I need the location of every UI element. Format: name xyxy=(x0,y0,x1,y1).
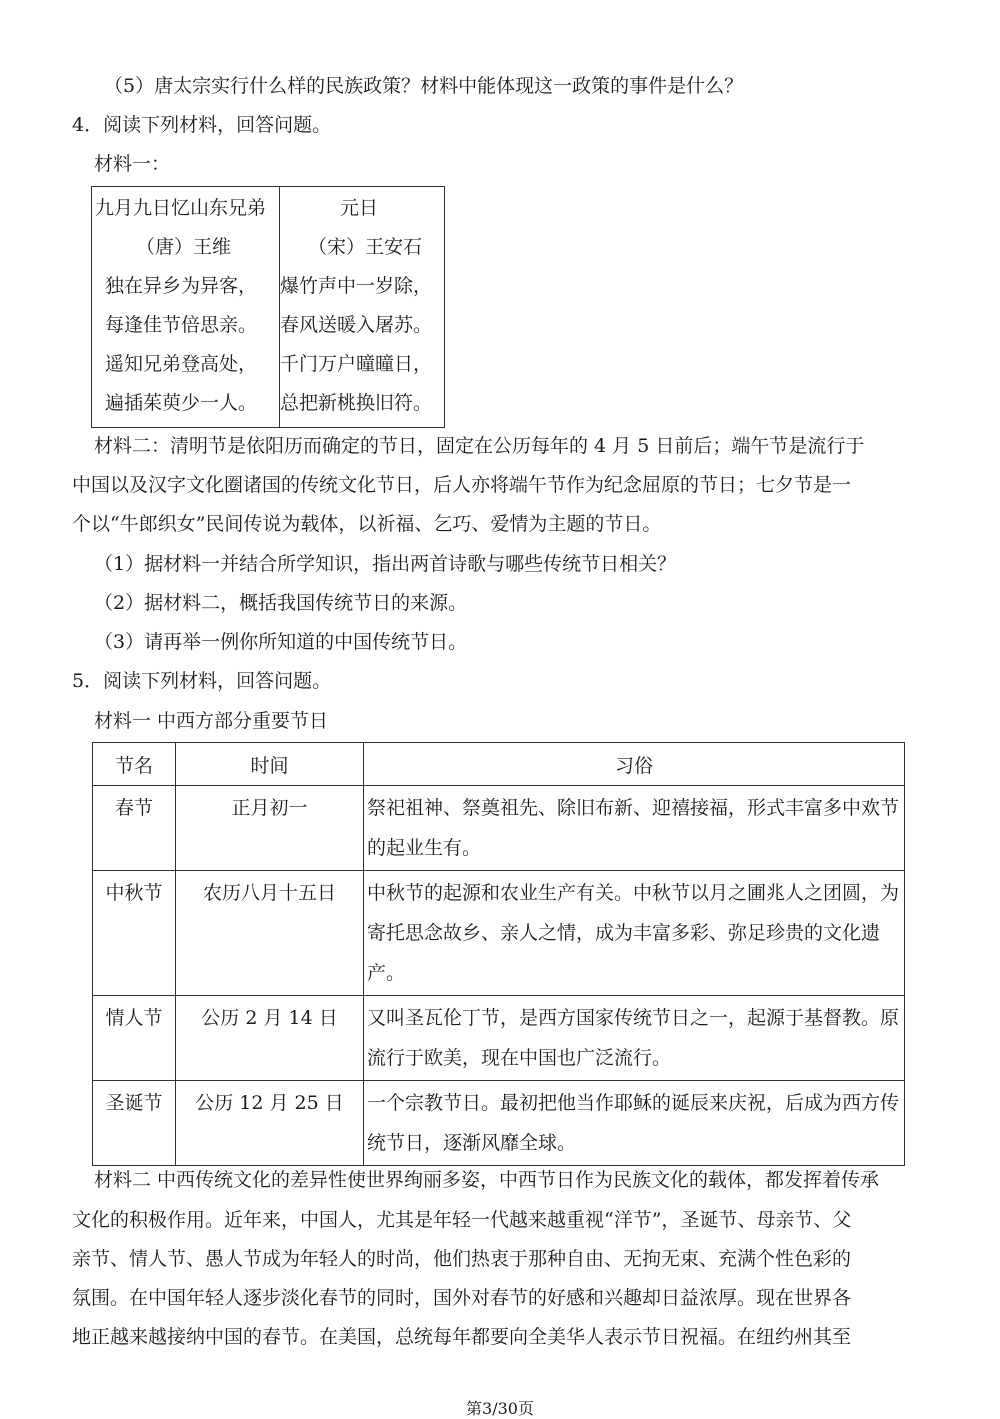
table-row xyxy=(93,1081,905,1166)
q5-material-2-line-3: 亲节、情人节、愚人节成为年轻人的时尚，他们热衷于那种自由、无拘无束、充满个性色彩的 xyxy=(72,1248,852,1270)
page-number: 第3/30页 xyxy=(466,1399,534,1418)
q4-material-2-line-2: 中国以及汉字文化圈诸国的传统文化节日，后人亦将端午节作为纪念屈原的节日；七夕节是一 xyxy=(72,474,852,496)
poem-1-line-2: 每逢佳节倍思亲。 xyxy=(105,314,258,336)
question-3-5: （5）唐太宗实行什么样的民族政策？材料中能体现这一政策的事件是什么？ xyxy=(104,75,744,97)
table-row xyxy=(93,786,905,871)
q4-material-2-line-1: 材料二：清明节是依阳历而确定的节日，固定在公历每年的 4 月 5 日前后；端午节是流行于 xyxy=(94,435,865,457)
q5-material-2-line-2: 文化的积极作用。近年来，中国人，尤其是年轻一代越来越重视“洋节”，圣诞节、母亲节、父 xyxy=(72,1209,852,1231)
poem-2-title: 元日 xyxy=(340,197,379,219)
festival-table xyxy=(92,742,905,1166)
festival-name: 中秋节 xyxy=(93,871,176,996)
header-time: 时间 xyxy=(176,743,364,786)
festival-time: 公历 2 月 14 日 xyxy=(176,996,364,1081)
poem-1-cell xyxy=(92,187,280,428)
festival-name: 圣诞节 xyxy=(93,1081,176,1166)
festival-time: 公历 12 月 25 日 xyxy=(176,1081,364,1166)
q4-question-3: （3）请再举一例你所知道的中国传统节日。 xyxy=(94,631,468,653)
poem-1-author: （唐）王维 xyxy=(136,236,232,258)
poem-2-cell xyxy=(280,187,445,428)
question-4-title: 4．阅读下列材料，回答问题。 xyxy=(72,114,332,136)
festival-custom: 一个宗教节日。最初把他当作耶稣的诞辰来庆祝，后成为西方传统节日，逐渐风靡全球。 xyxy=(364,1081,905,1166)
poem-1-line-1: 独在异乡为异客， xyxy=(105,275,258,297)
q4-question-1: （1）据材料一并结合所学知识，指出两首诗歌与哪些传统节日相关？ xyxy=(94,553,677,575)
poem-1-title: 九月九日忆山东兄弟 xyxy=(95,197,267,219)
poem-2-line-2: 春风送暖入屠苏。 xyxy=(280,314,433,336)
festival-name: 春节 xyxy=(93,786,176,871)
q4-material-2-line-3: 个以“牛郎织女”民间传说为载体，以祈福、乞巧、爱情为主题的节日。 xyxy=(72,513,662,535)
table-row xyxy=(93,996,905,1081)
poem-1-line-4: 遍插茱萸少一人。 xyxy=(105,392,258,414)
poem-2-line-4: 总把新桃换旧符。 xyxy=(280,392,433,414)
q5-material-1-label: 材料一 中西方部分重要节日 xyxy=(94,710,329,732)
poem-2-author: （宋）王安石 xyxy=(308,236,423,258)
poem-2-line-1: 爆竹声中一岁除， xyxy=(280,275,433,297)
poem-1-line-3: 遥知兄弟登高处， xyxy=(105,353,258,375)
poem-2-line-3: 千门万户曈曈日， xyxy=(280,353,433,375)
festival-name: 情人节 xyxy=(93,996,176,1081)
q4-material-1-label: 材料一： xyxy=(94,153,171,175)
q5-material-2-line-1: 材料二 中西传统文化的差异性使世界绚丽多姿，中西节日作为民族文化的载体，都发挥着传承 xyxy=(94,1169,880,1191)
q4-question-2: （2）据材料二，概括我国传统节日的来源。 xyxy=(94,592,468,614)
poem-table xyxy=(91,186,445,428)
table-header-row xyxy=(93,743,905,786)
q5-material-2-line-4: 氛围。在中国年轻人逐步淡化春节的同时，国外对春节的好感和兴趣却日益浓厚。现在世界各 xyxy=(72,1287,852,1309)
header-custom: 习俗 xyxy=(364,743,905,786)
festival-custom: 中秋节的起源和农业生产有关。中秋节以月之圃兆人之团圆，为寄托思念故乡、亲人之情，成为丰富多彩、弥足珍贵的文化遗产。 xyxy=(364,871,905,996)
question-5-title: 5．阅读下列材料，回答问题。 xyxy=(72,670,332,692)
festival-time: 正月初一 xyxy=(176,786,364,871)
q5-material-2-line-5: 地正越来越接纳中国的春节。在美国，总统每年都要向全美华人表示节日祝福。在纽约州其至 xyxy=(72,1326,852,1348)
table-row xyxy=(93,871,905,996)
festival-custom: 又叫圣瓦伦丁节，是西方国家传统节日之一，起源于基督教。原流行于欧美，现在中国也广泛流行。 xyxy=(364,996,905,1081)
festival-time: 农历八月十五日 xyxy=(176,871,364,996)
festival-custom: 祭祀祖神、祭奠祖先、除旧布新、迎禧接福，形式丰富多中欢节的起业生有。 xyxy=(364,786,905,871)
header-name: 节名 xyxy=(93,743,176,786)
